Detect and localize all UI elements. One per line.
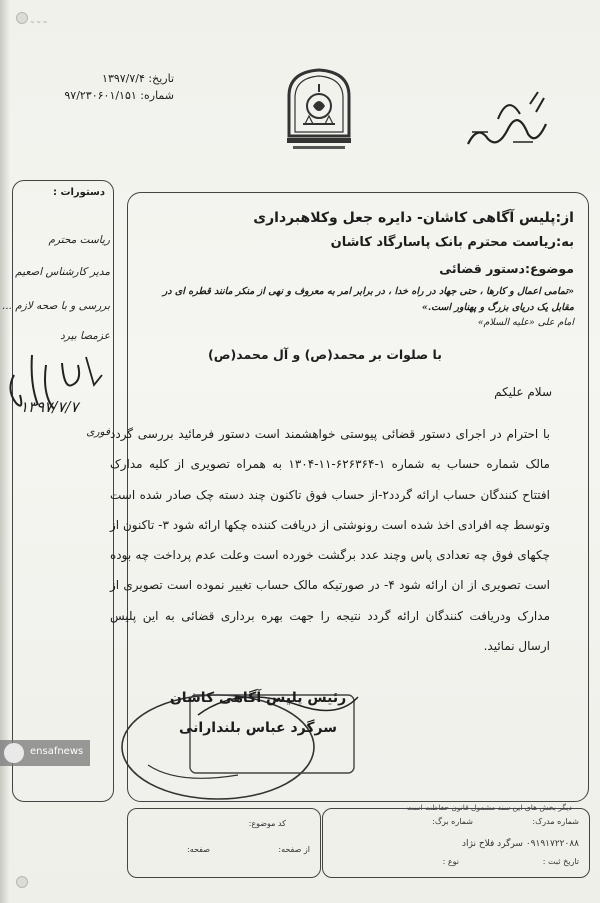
- salawat-line: با صلوات بر محمد(ص) و آل محمد(ص): [208, 347, 442, 362]
- watermark-logo-icon: [4, 743, 24, 763]
- signature-block: [148, 690, 368, 736]
- handwritten-line: فوری: [86, 426, 110, 438]
- doc-number-label: شماره مدرک:: [532, 817, 579, 826]
- scan-noise: ~ ~ ~: [30, 20, 48, 26]
- sheet-number-label: شماره برگ:: [432, 817, 473, 826]
- greeting: سلام علیکم: [494, 385, 552, 399]
- handwritten-line: بررسی و با صحه لازم ...: [1, 300, 110, 312]
- date-row: [44, 70, 174, 87]
- date-label: تاریخ:: [148, 72, 174, 85]
- watermark-text: ensafnews: [30, 746, 84, 757]
- number-value: ۹۷/۲۳۰۶۰۱/۱۵۱: [64, 89, 137, 102]
- subject-code-label: کد موضوع:: [248, 819, 286, 828]
- instructions-title: دستورات :: [52, 187, 105, 198]
- footer-note: دیگر بخش های این سند مشمول قانون حفاظت است: [406, 803, 572, 812]
- number-row: [44, 87, 174, 104]
- punch-hole: [16, 876, 28, 888]
- hadith-quote: «تمامی اعمال و کارها ، حتی جهاد در راه خدا ، در برابر امر به معروف و نهی از منکر مانند قطره ای در مقابل یک دریای بزرگ و پهناور است.»: [162, 286, 574, 313]
- footer-box-left: [127, 808, 321, 878]
- from-page-label: از صفحه:: [278, 845, 310, 854]
- ensafnews-watermark: [0, 740, 90, 766]
- footer-box-right: [322, 808, 590, 878]
- letter-from: از:پلیس آگاهی کاشان- دایره جعل وکلاهبرداری: [253, 210, 574, 226]
- quote-attribution: امام علی «علیه السلام»: [477, 317, 574, 328]
- calligraphy-header-icon: [458, 84, 558, 154]
- handwritten-date: ۱۳۹۷/۷/۷: [20, 398, 79, 416]
- date-value: ۱۳۹۷/۷/۴: [102, 72, 145, 85]
- handwritten-line: ریاست محترم: [48, 234, 110, 246]
- contact-phone: ۰۹۱۹۱۷۲۲۰۸۸ سرگرد فلاح نژاد: [462, 839, 579, 849]
- letter-body-text: با احترام در اجرای دستور قضائی پیوستی خواهشمند است دستور فرمائید بررسی گردد مالک شماره حساب به شماره ۱-۶۲۶۳۶۴-۱۱-۱۳۰۴ به همراه تصویری از کلیه مدارک افتتاح کنندگان حساب ارائه گردد۲-از حساب فوق تاکنون چند دسته چک صادر شده است وتوسط چه افرادی اخذ شده است رونوشتی از دریافت کننده چکها ارائه شود ۳- تاکنون از چکهای فوق چه تعدادی پاس وچند عدد برگشت خورده است وعلت عدم پرداخت چه بوده است تصویری از ان ارائه شود ۴- در صورتیکه مالک حساب تغییر نموده است تصویری از مدارک ودریافت کنندگان ارائه گردد نتیجه را جهت بهره برداری قضائی به این پلیس ارسال نمائید.: [110, 427, 551, 654]
- page-label: صفحه:: [187, 845, 210, 854]
- number-label: شماره:: [140, 89, 174, 102]
- letter-to: به:ریاست محترم بانک پاسارگاد کاشان: [330, 235, 574, 250]
- handwritten-line: عزمصا بیرد: [60, 330, 110, 342]
- police-emblem-icon: [283, 66, 355, 158]
- punch-hole: [16, 12, 28, 24]
- type-label: نوع :: [442, 857, 459, 866]
- scan-edge: [0, 0, 10, 903]
- letter-subject: موضوع:دستور قضائی: [439, 261, 574, 276]
- signer-name: سرگرد عباس بلندارانی: [179, 720, 337, 736]
- signer-title: رئیس پلیس آگاهی کاشان: [169, 690, 347, 706]
- handwritten-line: مدیر کارشناس اصعیم: [15, 266, 110, 278]
- letter-meta: [44, 70, 174, 104]
- register-date-label: تاریخ ثبت :: [542, 857, 579, 866]
